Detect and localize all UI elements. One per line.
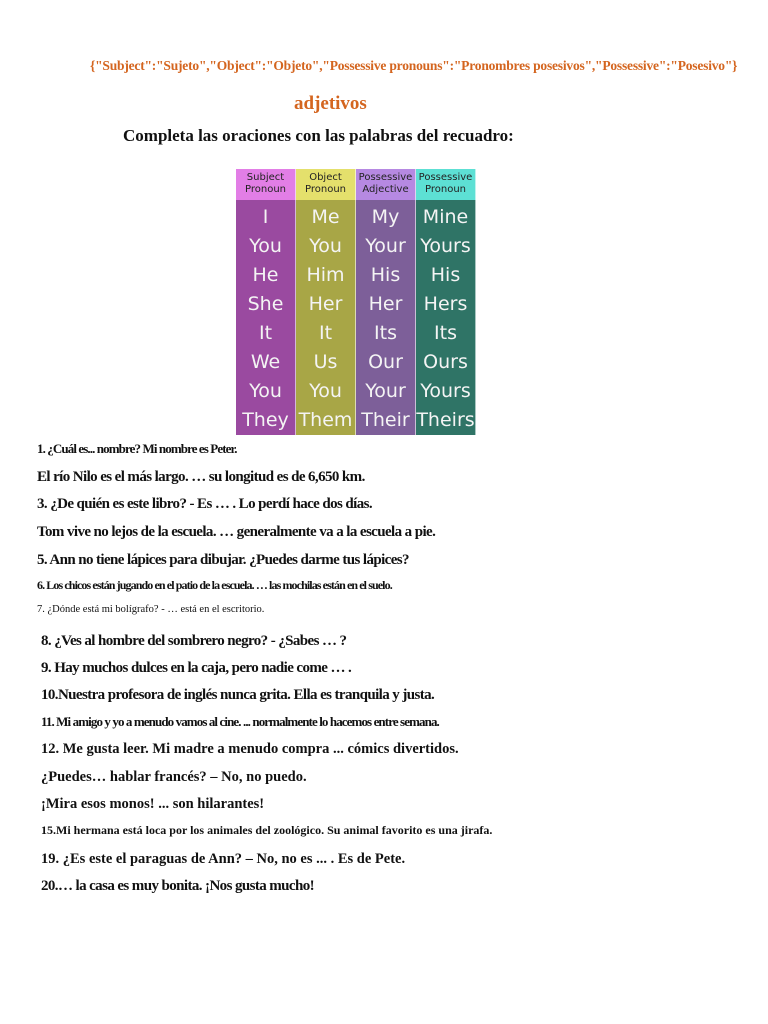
table-cell: Yours (420, 380, 471, 402)
sentence: 3. ¿De quién es este libro? - Es … . Lo perdí hace dos días. (37, 496, 372, 512)
table-cell: Ours (423, 351, 468, 373)
possessive-adjective-column (356, 169, 416, 435)
instruction: Completa las oraciones con las palabras del recuadro: (123, 126, 514, 145)
table-cell: Its (434, 322, 457, 344)
sentence: 19. ¿Es este el paraguas de Ann? – No, no es ... . Es de Pete. (41, 851, 406, 867)
json-translation-line: {"Subject":"Sujeto","Object":"Objeto","Possessive pronouns":"Pronombres posesivos","Possessive":"Posesivo"} (90, 58, 738, 73)
table-cell: He (252, 264, 279, 286)
table-cell: I (262, 206, 269, 228)
sentence: ¿Puedes… hablar francés? – No, no puedo. (41, 769, 307, 785)
table-cell: It (258, 322, 273, 344)
table-cell: Her (368, 293, 403, 315)
sentence: 6. Los chicos están jugando en el patio de la escuela. … las mochilas están en el suelo. (37, 578, 392, 592)
table-cell: Your (365, 235, 406, 257)
pronoun-table (236, 169, 476, 435)
sentence: 12. Me gusta leer. Mi madre a menudo compra ... cómics divertidos. (41, 741, 459, 757)
table-cell: Her (308, 293, 343, 315)
table-cell: Mine (422, 206, 469, 228)
table-cell: Theirs (416, 409, 475, 431)
table-cell: You (249, 235, 282, 257)
sentence: 15.Mi hermana está loca por los animales del zoológico. Su animal favorito es una jirafa. (41, 823, 493, 837)
table-cell: Him (306, 264, 345, 286)
table-cell: His (370, 264, 401, 286)
table-cell: You (249, 380, 282, 402)
column-header: Object Pronoun (296, 169, 356, 200)
sentence: 8. ¿Ves al hombre del sombrero negro? - ¿Sabes … ? (41, 633, 347, 649)
column-header: Subject Pronoun (236, 169, 296, 200)
table-cell: Hers (423, 293, 468, 315)
table-cell: Yours (420, 235, 471, 257)
subtitle: adjetivos (294, 93, 367, 114)
table-cell: She (247, 293, 284, 315)
table-cell: Their (361, 409, 410, 431)
table-cell: His (430, 264, 461, 286)
column-header: Possessive Adjective (356, 169, 416, 200)
sentence: El río Nilo es el más largo. … su longitud es de 6,650 km. (37, 469, 365, 485)
sentence: 10.Nuestra profesora de inglés nunca grita. Ella es tranquila y justa. (41, 687, 435, 703)
possessive-pronoun-column (416, 169, 476, 435)
table-cell: Our (368, 351, 403, 373)
table-cell: My (371, 206, 400, 228)
sentence: 11. Mi amigo y yo a menudo vamos al cine. ... normalmente lo hacemos entre semana. (41, 714, 439, 729)
table-cell: Its (374, 322, 397, 344)
sentence: 5. Ann no tiene lápices para dibujar. ¿Puedes darme tus lápices? (37, 552, 409, 568)
table-cell: They (242, 409, 289, 431)
table-cell: Them (298, 409, 353, 431)
sentence: 20.… la casa es muy bonita. ¡Nos gusta mucho! (41, 878, 315, 894)
object-pronoun-column (296, 169, 356, 435)
subject-pronoun-column (236, 169, 296, 435)
table-cell: Us (313, 351, 338, 373)
sentence: 1. ¿Cuál es... nombre? Mi nombre es Peter. (37, 441, 237, 456)
sentence: Tom vive no lejos de la escuela. … generalmente va a la escuela a pie. (37, 524, 436, 540)
table-cell: Me (311, 206, 340, 228)
sentence: 7. ¿Dónde está mi bolígrafo? - … está en el escritorio. (37, 604, 265, 615)
column-header: Possessive Pronoun (416, 169, 476, 200)
table-cell: It (318, 322, 333, 344)
table-cell: You (309, 380, 342, 402)
table-cell: We (250, 351, 281, 373)
sentence: 9. Hay muchos dulces en la caja, pero nadie come … . (41, 660, 352, 676)
sentence: ¡Mira esos monos! ... son hilarantes! (41, 796, 265, 812)
table-cell: Your (365, 380, 406, 402)
table-cell: You (309, 235, 342, 257)
